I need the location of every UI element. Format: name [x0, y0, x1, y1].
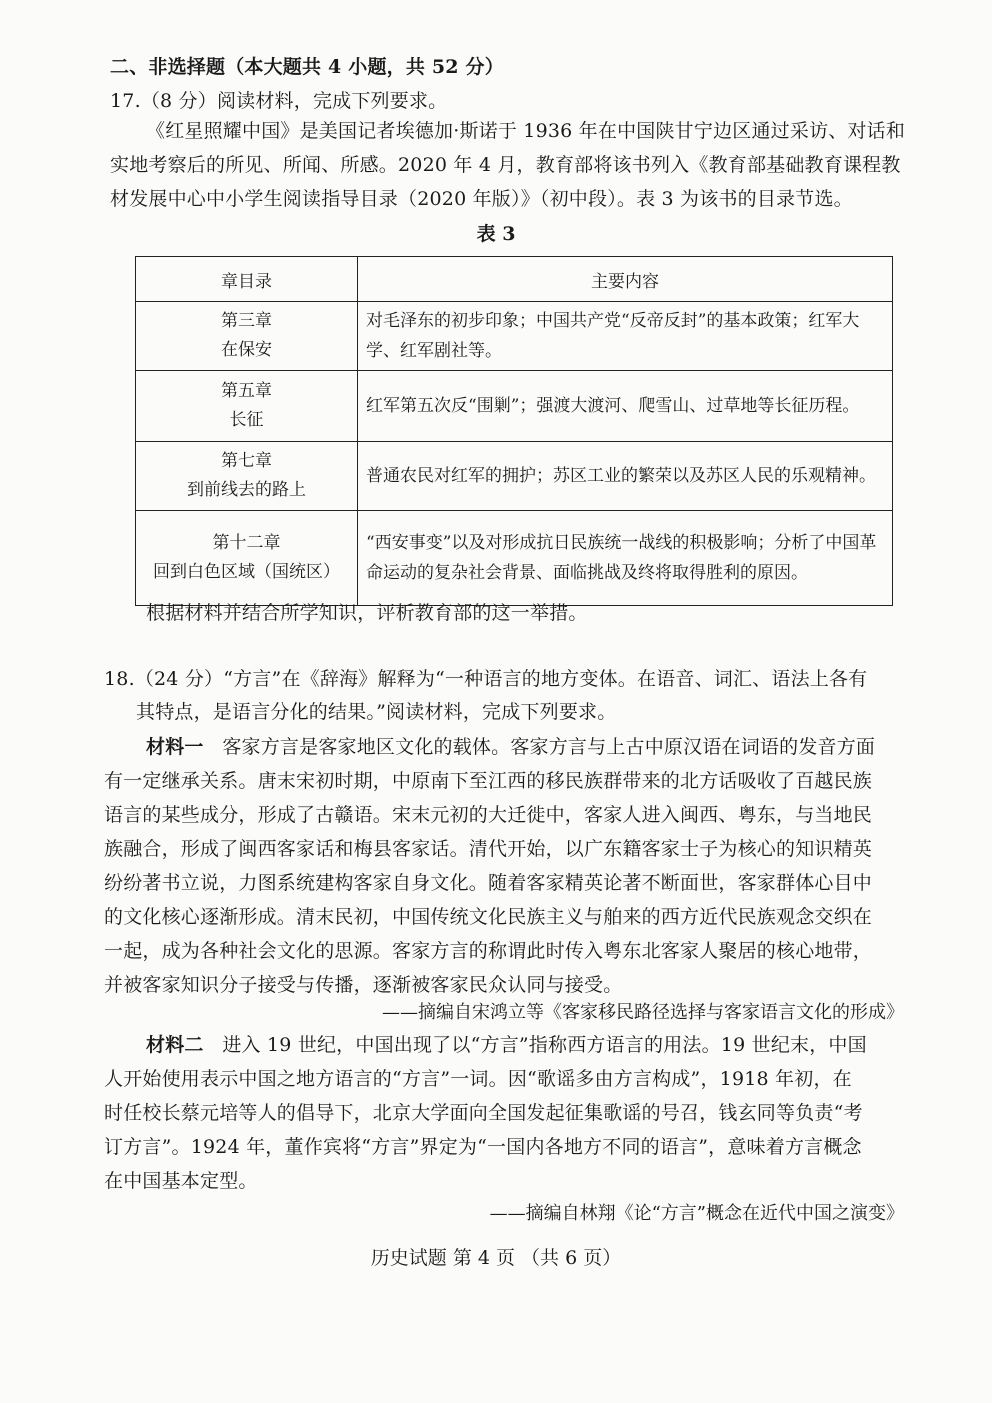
- material1-text: 客家方言是客家地区文化的载体。客家方言与上古中原汉语在词语的发音方面: [222, 736, 876, 758]
- material2-label: 材料二: [146, 1034, 204, 1056]
- chapter-title: 回到白色区域（国统区）: [153, 562, 340, 582]
- q18-stem-line: 其特点，是语言分化的结果。”阅读材料，完成下列要求。: [136, 701, 617, 723]
- material2-text: 进入 19 世纪，中国出现了以“方言”指称西方语言的用法。19 世纪末，中国: [222, 1034, 867, 1056]
- table-row: [136, 302, 893, 371]
- material2-line: 时任校长蔡元培等人的倡导下，北京大学面向全国发起征集歌谣的号召，钱玄同等负责“考: [104, 1102, 863, 1124]
- material1-line: 纷纷著书立说，力图系统建构客家自身文化。随着客家精英论著不断面世，客家群体心目中: [104, 872, 873, 894]
- material1-line: 族融合，形成了闽西客家话和梅县客家话。清代开始，以广东籍客家士子为核心的知识精英: [104, 838, 873, 860]
- chapter-title: 到前线去的路上: [187, 480, 306, 500]
- material2-line: 人开始使用表示中国之地方语言的“方言”一词。因“歌谣多由方言构成”，1918 年初，在: [104, 1068, 852, 1090]
- chapter-title: 在保安: [221, 340, 272, 360]
- table-row: [136, 371, 893, 442]
- q17-material-line: 实地考察后的所见、所闻、所感。2020 年 4 月，教育部将该书列入《教育部基础教育课程教: [110, 154, 901, 176]
- content-cell: “西安事变”以及对形成抗日民族统一战线的积极影响；分析了中国革命运动的复杂社会背景、面临挑战及终将取得胜利的原因。: [358, 511, 893, 606]
- table-row: [136, 511, 893, 606]
- material1-line: 一起，成为各种社会文化的思源。客家方言的称谓此时传入粤东北客家人聚居的核心地带，: [104, 940, 873, 962]
- material1-line: 有一定继承关系。唐末宋初时期，中原南下至江西的移民族群带来的北方话吸收了百越民族: [104, 770, 873, 792]
- q17-requirement: 根据材料并结合所学知识，评析教育部的这一举措。: [146, 602, 588, 624]
- table-header-row: [136, 257, 893, 302]
- material2-first-line: [146, 1030, 867, 1060]
- toc-table: [135, 256, 893, 606]
- q18-stem-line: 18.（24 分）“方言”在《辞海》解释为“一种语言的地方变体。在语音、词汇、语法上各有: [104, 668, 868, 690]
- chapter-title: 长征: [229, 410, 264, 430]
- material1-line: 语言的某些成分，形成了古赣语。宋末元初的大迁徙中，客家人进入闽西、粤东，与当地民: [104, 804, 873, 826]
- material1-first-line: [146, 732, 875, 762]
- material2-line: 订方言”。1924 年，董作宾将“方言”界定为“一国内各地方不同的语言”，意味着方言概念: [104, 1136, 862, 1158]
- table-row: [136, 442, 893, 511]
- chapter-cell: [136, 302, 358, 371]
- chapter-number: 第七章: [221, 451, 272, 471]
- section-heading: 二、非选择题（本大题共 4 小题，共 52 分）: [110, 56, 504, 78]
- chapter-number: 第五章: [221, 381, 272, 401]
- material2-source: ——摘编自林翔《论“方言”概念在近代中国之演变》: [489, 1203, 904, 1224]
- content-cell: 对毛泽东的初步印象；中国共产党“反帝反封”的基本政策；红军大学、红军剧社等。: [358, 302, 893, 371]
- table-caption: 表 3: [476, 223, 516, 245]
- q17-stem: 17.（8 分）阅读材料，完成下列要求。: [110, 90, 448, 112]
- material1-line: 并被客家知识分子接受与传播，逐渐被客家民众认同与接受。: [104, 974, 623, 996]
- q17-material-line: 《红星照耀中国》是美国记者埃德加·斯诺于 1936 年在中国陕甘宁边区通过采访、对话和: [146, 120, 906, 142]
- content-cell: 普通农民对红军的拥护；苏区工业的繁荣以及苏区人民的乐观精神。: [358, 442, 893, 511]
- q17-material-line: 材发展中心中小学生阅读指导目录（2020 年版）》（初中段）。表 3 为该书的目录节选。: [110, 188, 853, 210]
- page-footer: 历史试题 第 4 页 （共 6 页）: [370, 1247, 622, 1269]
- material1-source: ——摘编自宋鸿立等《客家移民路径选择与客家语言文化的形成》: [382, 1002, 904, 1023]
- header-content: 主要内容: [358, 257, 893, 302]
- chapter-cell: [136, 371, 358, 442]
- chapter-number: 第三章: [221, 311, 272, 331]
- chapter-number: 第十二章: [212, 533, 281, 553]
- material1-label: 材料一: [146, 736, 204, 758]
- chapter-cell: [136, 511, 358, 606]
- content-cell: 红军第五次反“围剿”；强渡大渡河、爬雪山、过草地等长征历程。: [358, 371, 893, 442]
- material2-line: 在中国基本定型。: [104, 1170, 258, 1192]
- material1-line: 的文化核心逐渐形成。清末民初，中国传统文化民族主义与舶来的西方近代民族观念交织在: [104, 906, 873, 928]
- chapter-cell: [136, 442, 358, 511]
- header-chapter: 章目录: [136, 257, 358, 302]
